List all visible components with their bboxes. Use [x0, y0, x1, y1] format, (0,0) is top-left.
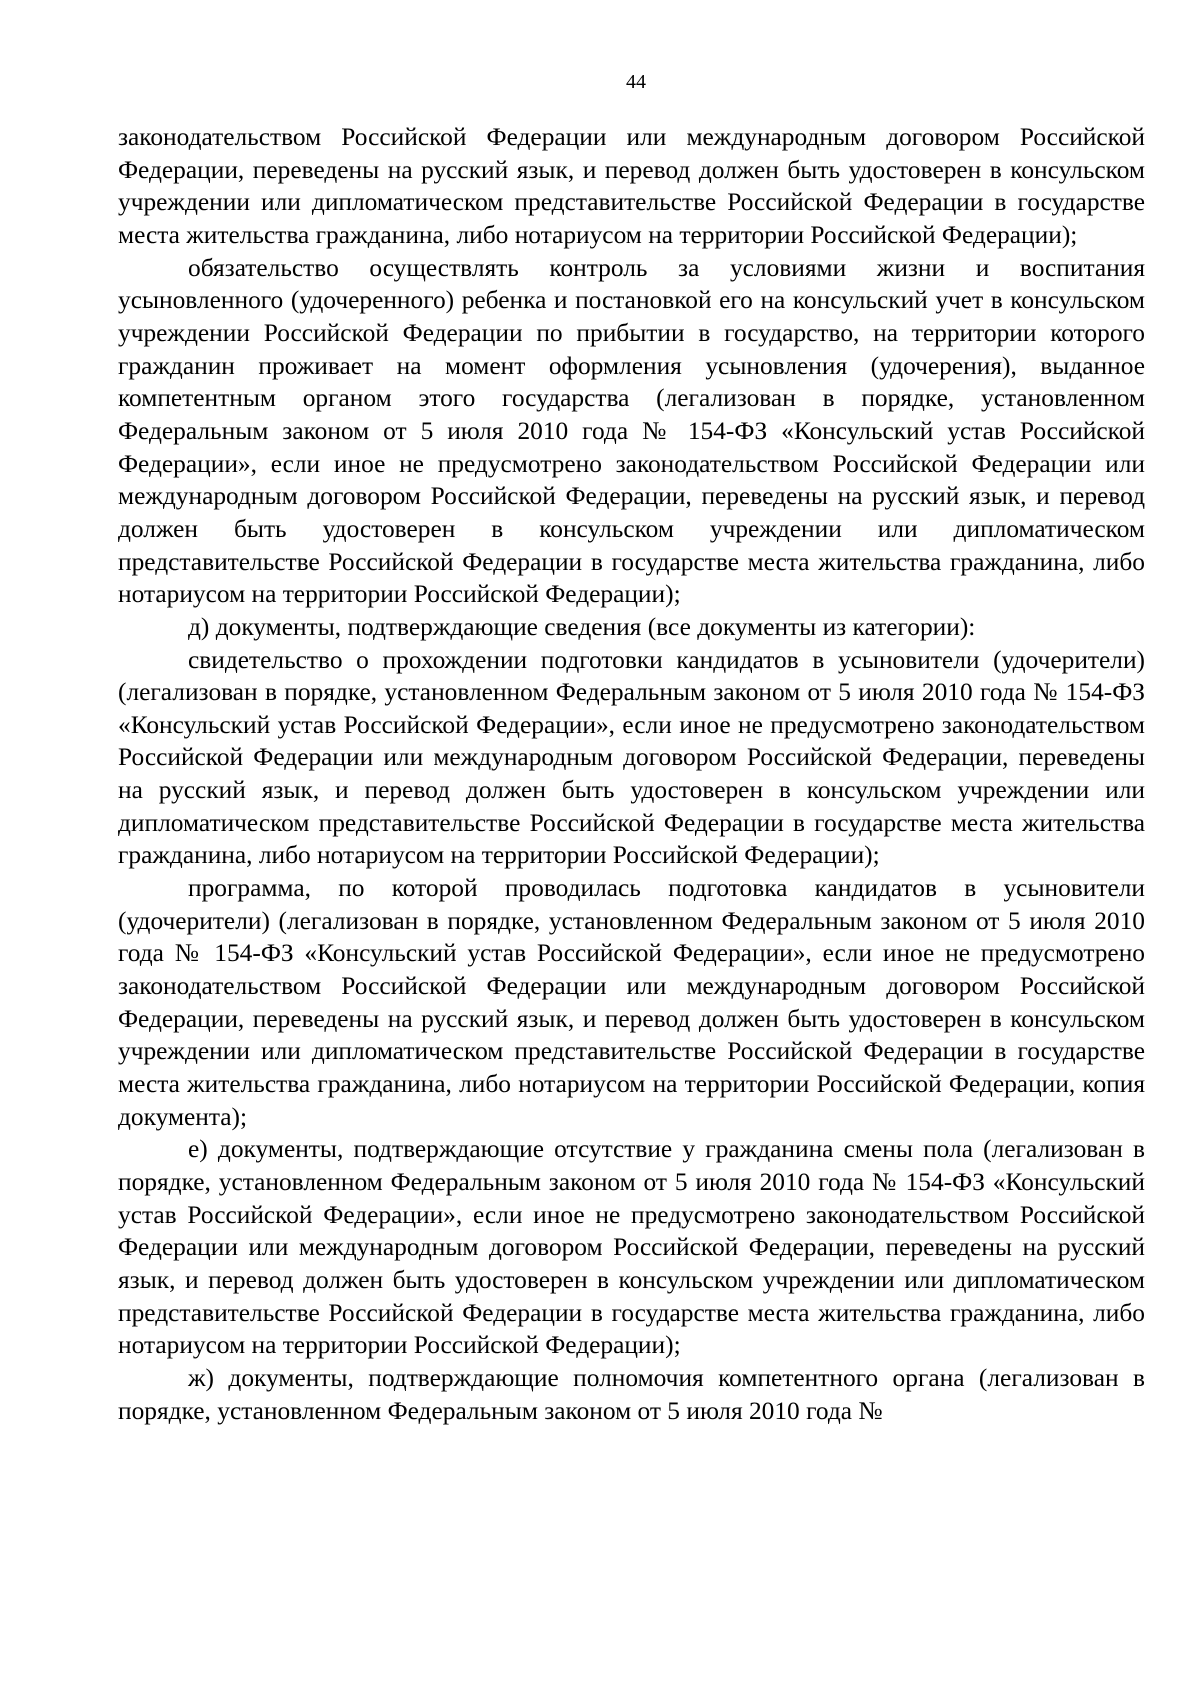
paragraph-continuation: законодательством Российской Федерации или международным договором Российской Федерации, переведены на русский язык, и перевод должен быть удостоверен в консульском учреждении или дипломатическом представительстве Российской Федерации в государстве места жительства гражданина, либо нотариусом на территории Российской Федерации);	[118, 123, 1145, 249]
paragraph-program: программа, по которой проводилась подготовка кандидатов в усыновители (удочерители) (легализован в порядке, установленном Федеральным законом от 5 июля 2010 года № 154-ФЗ «Консульский устав Российской Федерации», если иное не предусмотрено законодательством Российской Федерации или международным договором Российской Федерации, переведены на русский язык, и перевод должен быть удостоверен в консульском учреждении или дипломатическом представительстве Российской Федерации в государстве места жительства гражданина, либо нотариусом на территории Российской Федерации, копия документа);	[118, 874, 1145, 1131]
paragraph-item-d: д) документы, подтверждающие сведения (все документы из категории):	[188, 612, 976, 641]
page-number: 44	[626, 71, 646, 93]
document-body	[118, 121, 1145, 1427]
paragraph-obligation: обязательство осуществлять контроль за условиями жизни и воспитания усыновленного (удочеренного) ребенка и постановкой его на консульский учет в консульском учреждении Российской Федерации по прибытии в государство, на территории которого гражданин проживает на момент оформления усыновления (удочерения), выданное компетентным органом этого государства (легализован в порядке, установленном Федеральным законом от 5 июля 2010 года № 154-ФЗ «Консульский устав Российской Федерации», если иное не предусмотрено законодательством Российской Федерации или международным договором Российской Федерации, переведены на русский язык, и перевод должен быть удостоверен в консульском учреждении или дипломатическом представительстве Российской Федерации в государстве места жительства гражданина, либо нотариусом на территории Российской Федерации);	[118, 253, 1145, 609]
paragraph-item-e: е) документы, подтверждающие отсутствие у гражданина смены пола (легализован в порядке, установленном Федеральным законом от 5 июля 2010 года № 154-ФЗ «Консульский устав Российской Федерации», если иное не предусмотрено законодательством Российской Федерации или международным договором Российской Федерации, переведены на русский язык, и перевод должен быть удостоверен в консульском учреждении или дипломатическом представительстве Российской Федерации в государстве места жительства гражданина, либо нотариусом на территории Российской Федерации);	[118, 1135, 1145, 1360]
paragraph-certificate: свидетельство о прохождении подготовки кандидатов в усыновители (удочерители) (легализован в порядке, установленном Федеральным законом от 5 июля 2010 года № 154-ФЗ «Консульский устав Российской Федерации», если иное не предусмотрено законодательством Российской Федерации или международным договором Российской Федерации, переведены на русский язык, и перевод должен быть удостоверен в консульском учреждении или дипломатическом представительстве Российской Федерации в государстве места жительства гражданина, либо нотариусом на территории Российской Федерации);	[118, 645, 1145, 870]
paragraph-item-zh: ж) документы, подтверждающие полномочия компетентного органа (легализован в порядке, установленном Федеральным законом от 5 июля 2010 года №	[118, 1363, 1145, 1425]
